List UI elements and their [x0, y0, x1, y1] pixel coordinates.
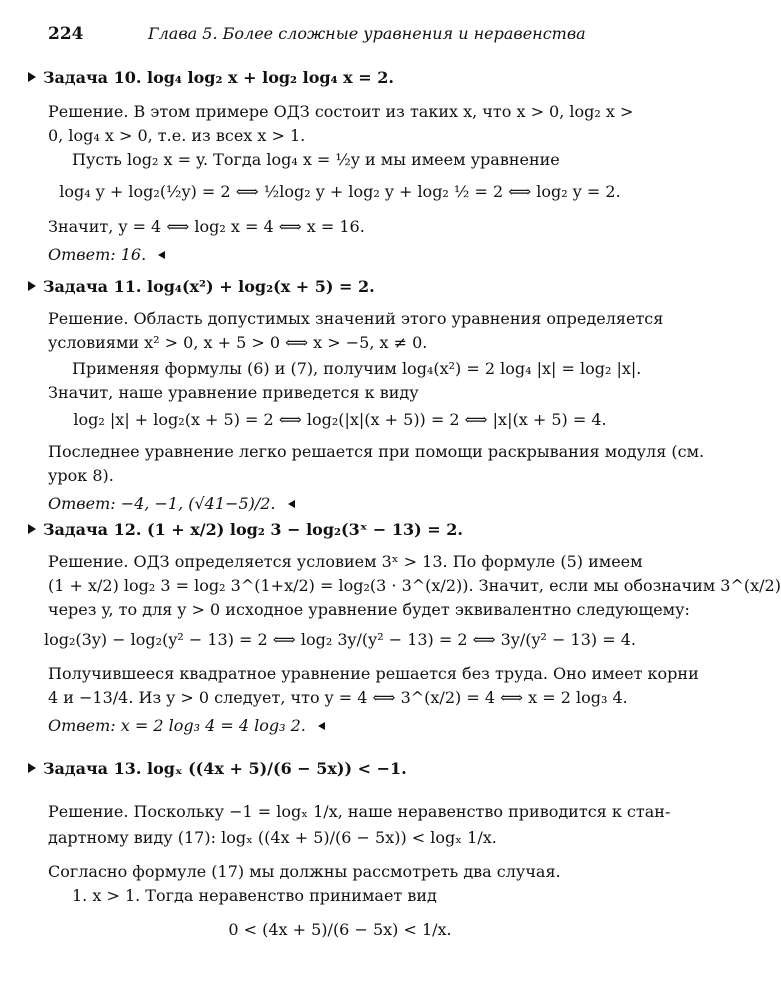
triangle-marker-icon	[28, 281, 36, 291]
task-12-heading: Задача 12. (1 + x/2) log₂ 3 − log₂(3ˣ − 13) = 2.	[28, 518, 463, 542]
page-number: 224	[48, 24, 84, 44]
text-line: Согласно формуле (17) мы должны рассмотреть два случая.	[48, 862, 561, 881]
text-line: 4 и −13/4. Из y > 0 следует, что y = 4 ⟺ 3^(x/2) = 4 ⟺ x = 2 log₃ 4.	[48, 688, 628, 707]
text-line: (1 + x/2) log₂ 3 = log₂ 3^(1+x/2) = log₂(3 · 3^(x/2)). Значит, если мы обозначим 3^(x/2)	[48, 576, 781, 595]
text-line: дартному виду (17): logₓ ((4x + 5)/(6 − 5x)) < logₓ 1/x.	[48, 828, 497, 847]
task-10-heading: Задача 10. log₄ log₂ x + log₂ log₄ x = 2.	[28, 66, 394, 90]
formula-line: 0 < (4x + 5)/(6 − 5x) < 1/x.	[228, 920, 452, 939]
text-line: Получившееся квадратное уравнение решается без труда. Оно имеет корни	[48, 664, 699, 683]
text-line: Решение. Поскольку −1 = logₓ 1/x, наше неравенство приводится к стан-	[48, 802, 671, 821]
task-13-heading: Задача 13. logₓ ((4x + 5)/(6 − 5x)) < −1.	[28, 757, 407, 781]
end-of-proof-icon	[318, 722, 325, 730]
text-line: Значит, y = 4 ⟺ log₂ x = 4 ⟺ x = 16.	[48, 217, 365, 236]
text-line: 1. x > 1. Тогда неравенство принимает вид	[72, 886, 437, 905]
text-line: Последнее уравнение легко решается при помощи раскрывания модуля (см.	[48, 442, 705, 461]
text-line: Применяя формулы (6) и (7), получим log₄(x²) = 2 log₄ |x| = log₂ |x|.	[72, 359, 642, 378]
triangle-marker-icon	[28, 72, 36, 82]
chapter-title: Глава 5. Более сложные уравнения и неравенства	[148, 24, 586, 43]
answer-line: Ответ: x = 2 log₃ 4 = 4 log₃ 2.	[48, 714, 650, 738]
text-line: 0, log₄ x > 0, т.е. из всех x > 1.	[48, 126, 306, 145]
formula-line: log₄ y + log₂(½y) = 2 ⟺ ½log₂ y + log₂ y + log₂ ½ = 2 ⟺ log₂ y = 2.	[59, 182, 621, 201]
formula-line: log₂ |x| + log₂(x + 5) = 2 ⟺ log₂(|x|(x + 5)) = 2 ⟺ |x|(x + 5) = 4.	[73, 410, 607, 429]
formula-line: log₂(3y) − log₂(y² − 13) = 2 ⟺ log₂ 3y/(y² − 13) = 2 ⟺ 3y/(y² − 13) = 4.	[43, 630, 636, 649]
text-line: Решение. Область допустимых значений этого уравнения определяется	[48, 309, 664, 328]
answer-line: Ответ: −4, −1, (√41−5)/2.	[48, 492, 650, 516]
end-of-proof-icon	[288, 500, 295, 508]
text-line: Пусть log₂ x = y. Тогда log₄ x = ½y и мы имеем уравнение	[72, 150, 560, 169]
task-11-heading: Задача 11. log₄(x²) + log₂(x + 5) = 2.	[28, 275, 375, 299]
text-line: урок 8).	[48, 466, 114, 485]
text-line: Значит, наше уравнение приведется к виду	[48, 383, 419, 402]
answer-line: Ответ: 16.	[48, 243, 650, 267]
page-header	[48, 22, 640, 46]
end-of-proof-icon	[158, 251, 165, 259]
triangle-marker-icon	[28, 763, 36, 773]
text-line: условиями x² > 0, x + 5 > 0 ⟺ x > −5, x ≠ 0.	[48, 333, 428, 352]
text-line: через y, то для y > 0 исходное уравнение будет эквивалентно следующему:	[48, 600, 690, 619]
text-line: Решение. ОДЗ определяется условием 3ˣ > 13. По формуле (5) имеем	[48, 552, 643, 571]
text-line: Решение. В этом примере ОДЗ состоит из таких x, что x > 0, log₂ x >	[48, 102, 634, 121]
triangle-marker-icon	[28, 524, 36, 534]
